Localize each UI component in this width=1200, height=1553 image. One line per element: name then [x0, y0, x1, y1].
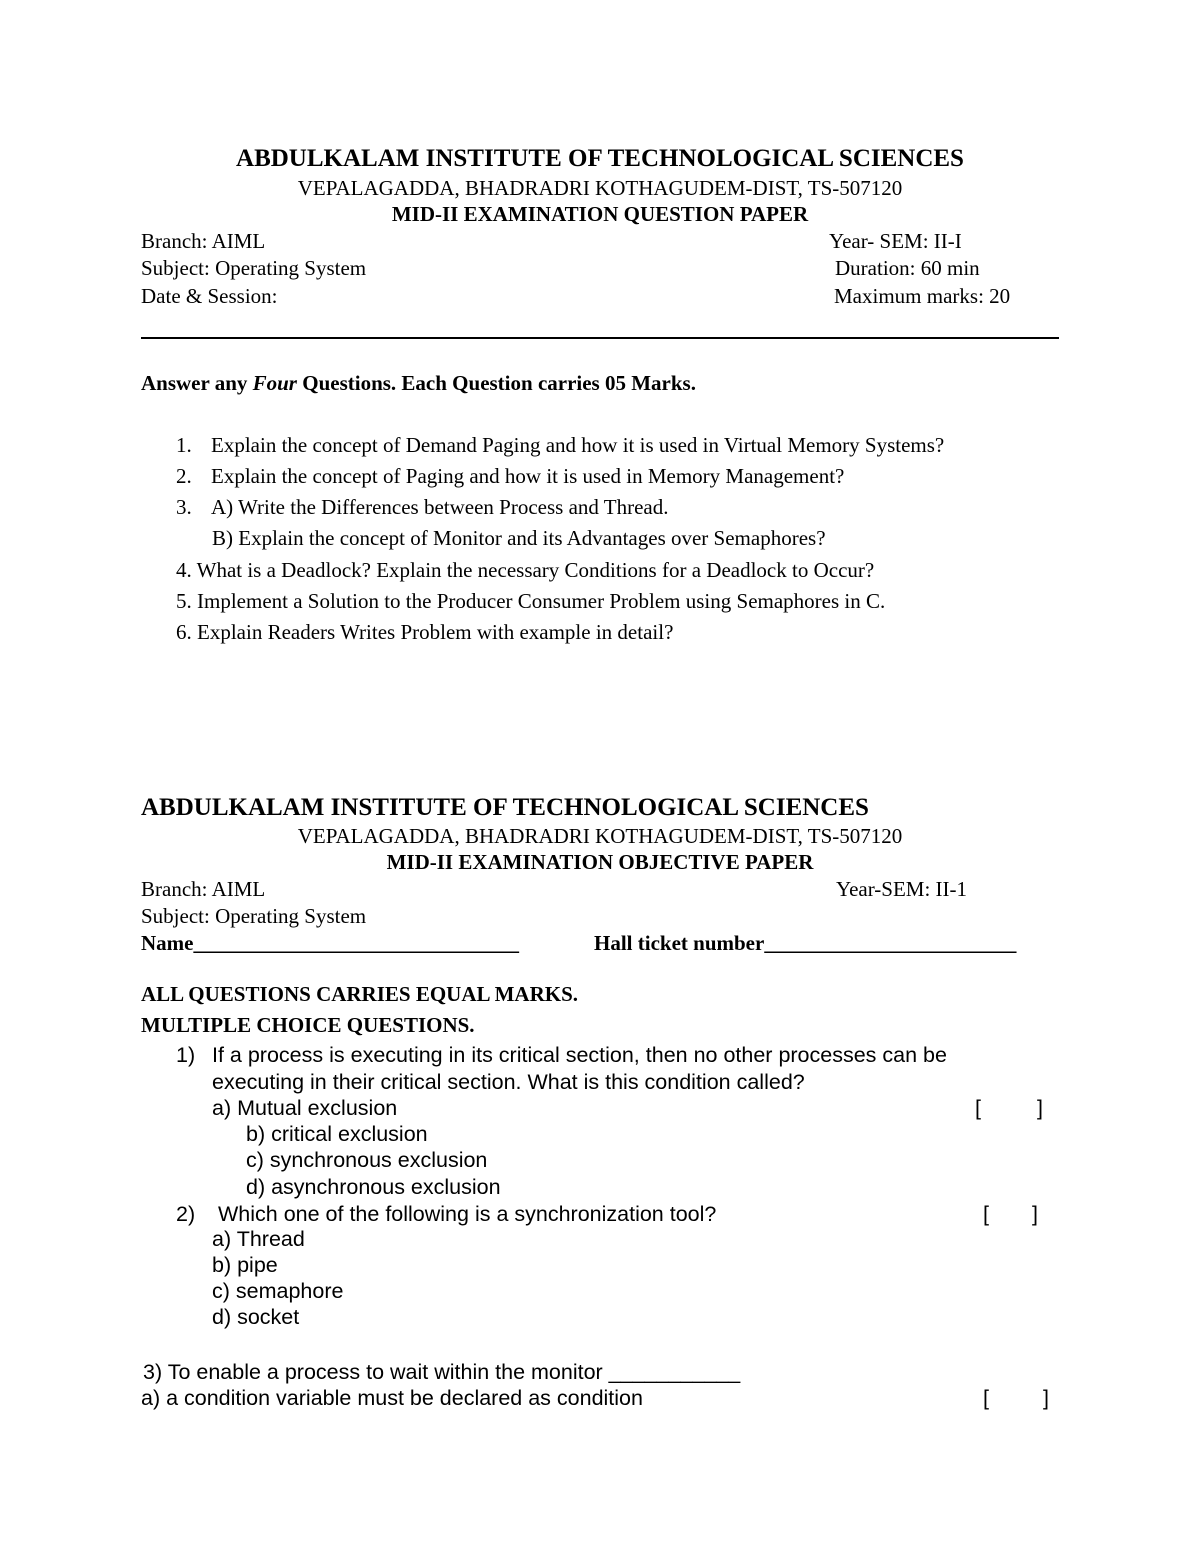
- mcq-option: b) pipe: [212, 1253, 278, 1277]
- branch-label: Branch: AIML: [141, 229, 266, 253]
- mcq-number: 2): [176, 1202, 196, 1226]
- institute-address: VEPALAGADDA, BHADRADRI KOTHAGUDEM-DIST, TS-507120: [297, 176, 903, 200]
- question-text: 4. What is a Deadlock? Explain the necessary Conditions for a Deadlock to Occur?: [176, 558, 875, 582]
- answer-bracket-close: ]: [1043, 1386, 1049, 1410]
- question-number: 2.: [176, 464, 192, 488]
- institute-name: ABDULKALAM INSTITUTE OF TECHNOLOGICAL SCIENCES: [236, 145, 964, 172]
- name-field: [141, 933, 519, 954]
- question-text: A) Write the Differences between Process and Thread.: [211, 495, 669, 519]
- mcq-option: a) a condition variable must be declared as condition: [141, 1386, 643, 1410]
- mcq-option: d) socket: [212, 1305, 300, 1329]
- mcq-question: 3) To enable a process to wait within the monitor ___________: [143, 1360, 741, 1384]
- institute-address: VEPALAGADDA, BHADRADRI KOTHAGUDEM-DIST, TS-507120: [297, 824, 903, 848]
- question-text: Explain the concept of Paging and how it is used in Memory Management?: [211, 464, 845, 488]
- hall-ticket-field: [594, 933, 1016, 954]
- max-marks-label: Maximum marks: 20: [834, 284, 1011, 308]
- question-text: 5. Implement a Solution to the Producer Consumer Problem using Semaphores in C.: [176, 589, 886, 613]
- name-blank: _______________________________: [193, 931, 519, 955]
- branch-label: Branch: AIML: [141, 877, 266, 901]
- name-label: Name: [141, 931, 194, 955]
- answer-bracket-close: ]: [1032, 1202, 1038, 1226]
- date-session-label: Date & Session:: [141, 284, 278, 308]
- answer-bracket-open: [: [975, 1096, 981, 1120]
- year-sem-label: Year- SEM: II-I: [829, 229, 962, 253]
- instruction-pre: Answer any: [141, 371, 253, 395]
- institute-name: ABDULKALAM INSTITUTE OF TECHNOLOGICAL SCIENCES: [141, 794, 869, 821]
- mcq-heading: MULTIPLE CHOICE QUESTIONS.: [141, 1013, 475, 1037]
- instruction-emphasis: Four: [252, 371, 297, 395]
- paper-title: MID-II EXAMINATION QUESTION PAPER: [391, 202, 809, 226]
- mcq-question: Which one of the following is a synchronization tool?: [218, 1202, 717, 1226]
- duration-label: Duration: 60 min: [835, 256, 980, 280]
- year-sem-label: Year-SEM: II-1: [836, 877, 968, 901]
- answer-bracket-open: [: [983, 1202, 989, 1226]
- mcq-option: a) Mutual exclusion: [212, 1096, 398, 1120]
- mcq-number: 1): [176, 1043, 196, 1067]
- subject-label: Subject: Operating System: [141, 256, 367, 280]
- question-text: 6. Explain Readers Writes Problem with example in detail?: [176, 620, 674, 644]
- mcq-question: executing in their critical section. What is this condition called?: [212, 1070, 805, 1094]
- question-number: 1.: [176, 433, 192, 457]
- question-text: Explain the concept of Demand Paging and how it is used in Virtual Memory Systems?: [211, 433, 945, 457]
- instruction-post: Questions. Each Question carries 05 Marks.: [296, 371, 696, 395]
- mcq-option: d) asynchronous exclusion: [246, 1175, 501, 1199]
- answer-bracket-open: [: [983, 1386, 989, 1410]
- hall-ticket-label: Hall ticket number: [594, 931, 765, 955]
- mcq-option: a) Thread: [212, 1227, 305, 1251]
- mcq-option: b) critical exclusion: [246, 1122, 428, 1146]
- paper-title: MID-II EXAMINATION OBJECTIVE PAPER: [386, 850, 814, 874]
- subject-label: Subject: Operating System: [141, 904, 367, 928]
- answer-bracket-close: ]: [1037, 1096, 1043, 1120]
- header-divider: [141, 337, 1059, 339]
- mcq-option: c) semaphore: [212, 1279, 344, 1303]
- instruction: [141, 373, 696, 394]
- mcq-option: c) synchronous exclusion: [246, 1148, 488, 1172]
- question-text: B) Explain the concept of Monitor and its Advantages over Semaphores?: [212, 526, 826, 550]
- hall-ticket-blank: ________________________: [764, 931, 1017, 955]
- equal-marks-heading: ALL QUESTIONS CARRIES EQUAL MARKS.: [141, 982, 579, 1006]
- mcq-question: If a process is executing in its critical section, then no other processes can be: [212, 1043, 947, 1067]
- question-number: 3.: [176, 495, 192, 519]
